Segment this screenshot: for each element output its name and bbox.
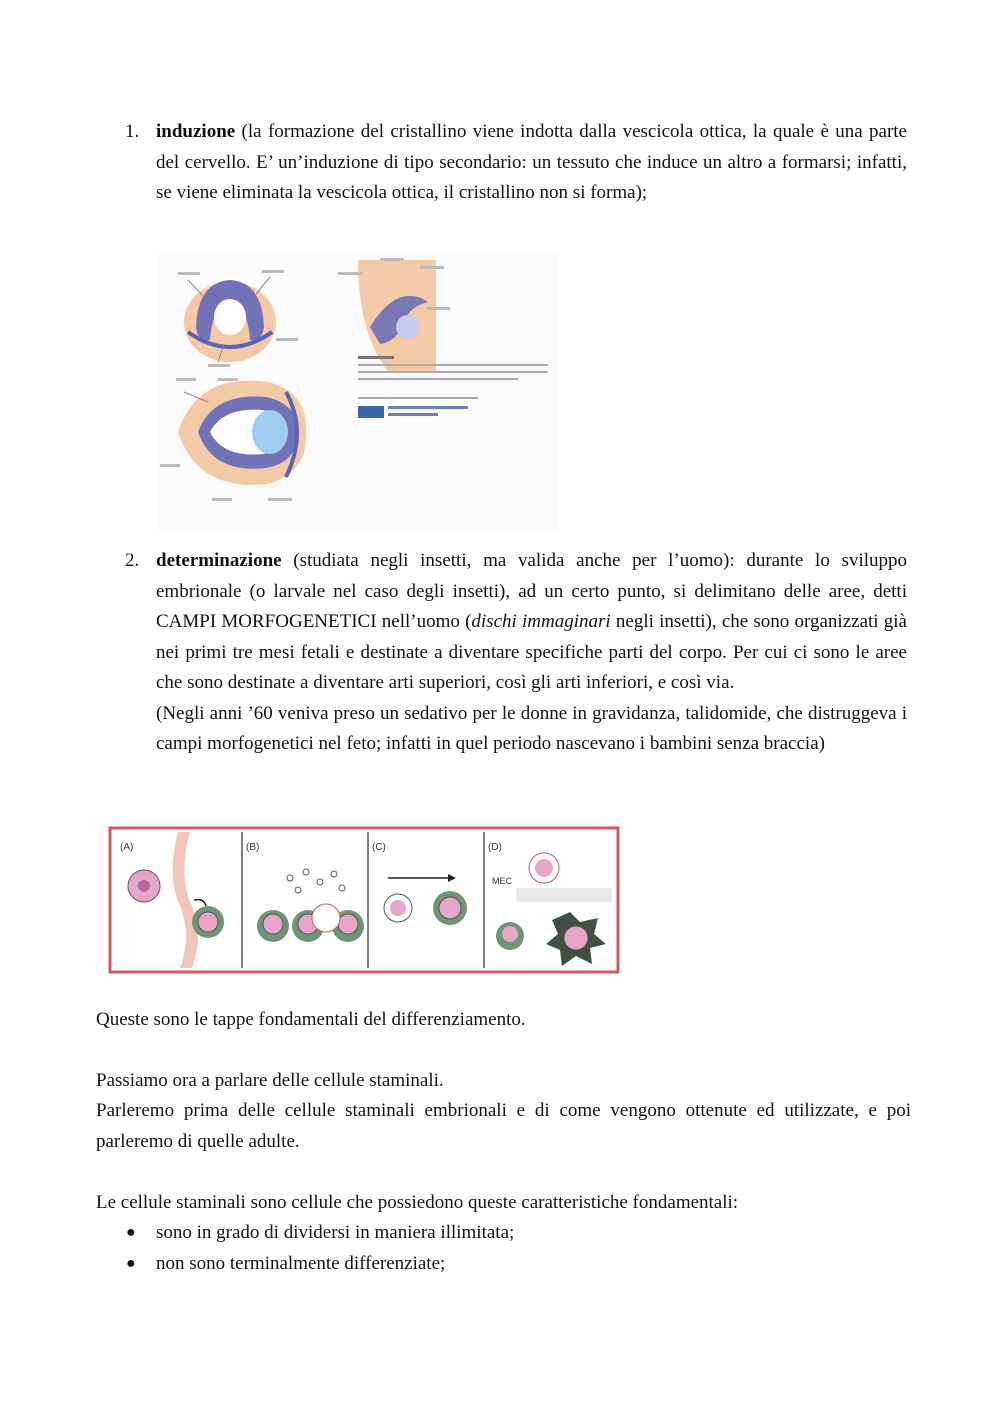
mec-label: MEC — [492, 876, 512, 886]
list-item — [96, 1249, 911, 1280]
figure-cell-induction — [108, 826, 620, 974]
term-induzione: induzione — [156, 121, 236, 142]
bullet-icon: ● — [126, 1224, 136, 1241]
list-item-induzione — [125, 117, 907, 209]
paragraph-caratteristiche: Le cellule staminali sono cellule che possiedono queste caratteristiche fondamentali: — [96, 1192, 739, 1213]
paragraph-embrionali-adulte: Parleremo prima delle cellule staminali embrionali e di come vengono ottenute ed utilizzate, e poi parleremo di quelle adulte. — [96, 1100, 911, 1152]
list-number: 2. — [125, 550, 140, 571]
panel-label-c: (C) — [372, 842, 386, 853]
list-item-determinazione — [125, 546, 907, 760]
paragraph-tappe: Queste sono le tappe fondamentali del differenziamento. — [96, 1009, 526, 1030]
panel-label-b: (B) — [246, 842, 260, 853]
term-dischi-immaginari: dischi immaginari — [471, 611, 611, 632]
panel-label-d: (D) — [488, 842, 502, 853]
list-number: 1. — [125, 121, 140, 142]
induzione-text: (la formazione del cristallino viene indotta dalla vescicola ottica, la quale è una parte del cervello. E’ un’induzione di tipo secondario: un tessuto che induce un altro a formarsi; infatti, se viene eliminata la vescicola ottica, il cristallino non si forma); — [156, 121, 907, 203]
determinazione-text-1: (studiata negli insetti, ma valida anche per l’uomo): durante lo sviluppo embrionale (o larvale nel caso degli insetti), ad un certo punto, si delimitano delle aree, detti CAMPI MORFOGENETICI nell’uomo ( — [156, 550, 907, 632]
determinazione-text-2: negli insetti), che sono organizzati già nei primi tre mesi fetali e destinate a diventare specifiche parti del corpo. Per cui ci sono le aree che sono destinate a diventare arti superiori, così gli arti inferiori, e così via. — [156, 611, 907, 693]
term-determinazione: determinazione — [156, 550, 282, 571]
paragraph-staminali-intro: Passiamo ora a parlare delle cellule staminali. — [96, 1070, 444, 1091]
talidomide-note: (Negli anni ’60 veniva preso un sedativo per le donne in gravidanza, talidomide, che distruggeva i campi morfogenetici nel feto; infatti in quel periodo nascevano i bambini senza braccia) — [156, 702, 907, 754]
bullet-icon: ● — [126, 1254, 136, 1272]
list-item — [96, 1218, 911, 1249]
bullet-text: sono in grado di dividersi in maniera illimitata; — [156, 1222, 515, 1243]
characteristics-list — [96, 1218, 911, 1279]
bullet-text: non sono terminalmente differenziate; — [156, 1252, 446, 1274]
panel-label-a: (A) — [120, 842, 134, 853]
figure-eye-development — [158, 252, 558, 532]
